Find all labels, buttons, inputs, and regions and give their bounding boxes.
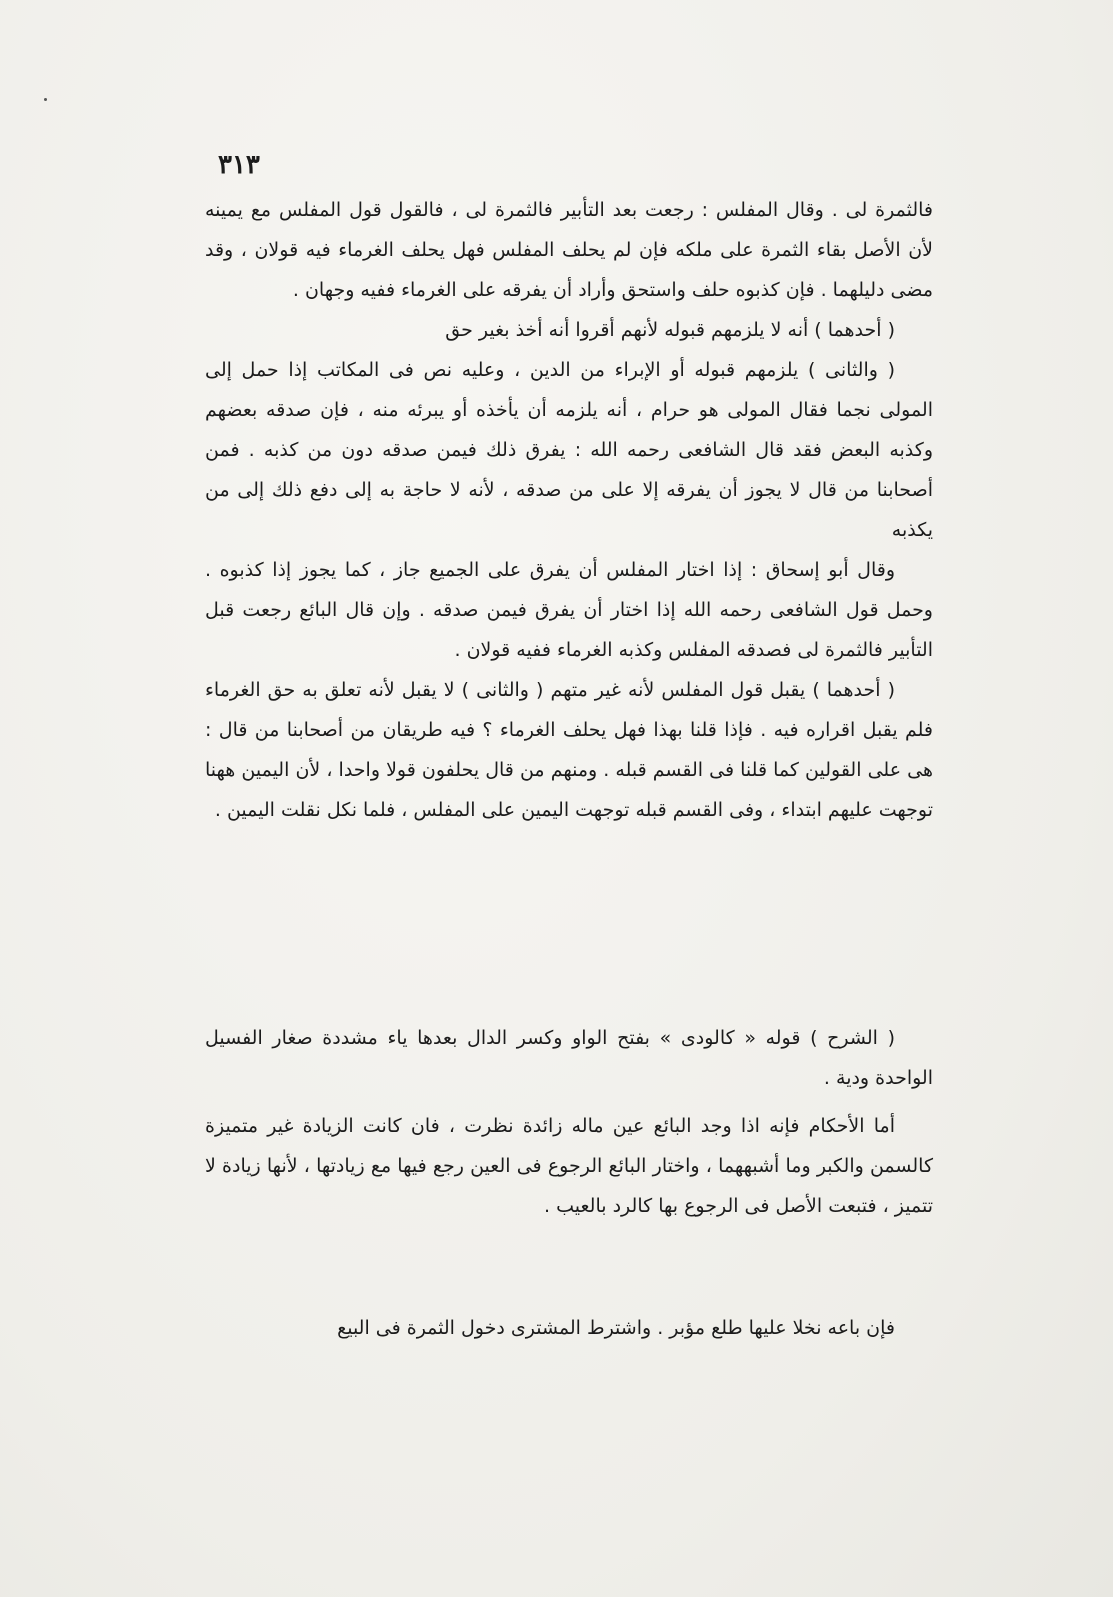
closing-paragraph: فإن باعه نخلا عليها طلع مؤبر . واشترط المشترى دخول الثمرة فى البيع xyxy=(337,1317,895,1339)
page-number: ٣١٣ xyxy=(218,150,260,180)
closing-text-block xyxy=(205,1308,933,1348)
paragraph: فالثمرة لى . وقال المفلس : رجعت بعد التأبير فالثمرة لى ، فالقول قول المفلس مع يمينه لأن الأصل بقاء الثمرة على ملكه فإن لم يحلف المفلس فهل يحلف الغرماء فيه قولان ، وقد مضى دليلهما . فإن كذبوه حلف واستحق وأراد أن يفرقه على الغرماء ففيه وجهان . xyxy=(205,199,933,301)
scan-speck xyxy=(44,98,47,101)
paragraph: ( أحدهما ) يقبل قول المفلس لأنه غير متهم ( والثانى ) لا يقبل لأنه تعلق به حق الغرماء فلم يقبل اقراره فيه . فإذا قلنا بهذا فهل يحلف الغرماء ؟ فيه طريقان من أصحابنا من قال : هى على القولين كما قلنا فى القسم قبله . ومنهم من قال يحلفون قولا واحدا ، لأن اليمين ههنا توجهت عليهم ابتداء ، وفى القسم قبله توجهت اليمين على المفلس ، فلما نكل نقلت اليمين . xyxy=(205,679,933,821)
sharh-text-block xyxy=(205,1018,933,1098)
paragraph: ( أحدهما ) أنه لا يلزمهم قبوله لأنهم أقروا أنه أخذ بغير حق xyxy=(445,319,895,341)
main-text-block xyxy=(205,190,933,830)
paragraph: وقال أبو إسحاق : إذا اختار المفلس أن يفرق على الجميع جاز ، كما يجوز إذا كذبوه . وحمل قول الشافعى رحمه الله إذا اختار أن يفرق فيمن صدقه . وإن قال البائع رجعت قبل التأبير فالثمرة لى فصدقه المفلس وكذبه الغرماء ففيه قولان . xyxy=(205,559,933,661)
ahkam-paragraph: أما الأحكام فإنه اذا وجد البائع عين ماله زائدة نظرت ، فان كانت الزيادة غير متميزة كالسمن والكبر وما أشبههما ، واختار البائع الرجوع فى العين رجع فيها مع زيادتها ، لأنها زيادة لا تتميز ، فتبعت الأصل فى الرجوع بها كالرد بالعيب . xyxy=(205,1115,933,1217)
paragraph: ( والثانى ) يلزمهم قبوله أو الإبراء من الدين ، وعليه نص فى المكاتب إذا حمل إلى المولى نجما فقال المولى هو حرام ، أنه يلزمه أن يأخذه أو يبرئه منه ، فإن صدقه بعضهم وكذبه البعض فقد قال الشافعى رحمه الله : يفرق ذلك فيمن صدقه دون من كذبه . فمن أصحابنا من قال لا يجوز أن يفرقه إلا على من صدقه ، لأنه لا حاجة به إلى دفع ذلك إلى من يكذبه xyxy=(205,359,933,541)
ahkam-text-block xyxy=(205,1106,933,1226)
sharh-paragraph: ( الشرح ) قوله « كالودى » بفتح الواو وكسر الدال بعدها ياء مشددة صغار الفسيل الواحدة ودية . xyxy=(205,1027,933,1089)
